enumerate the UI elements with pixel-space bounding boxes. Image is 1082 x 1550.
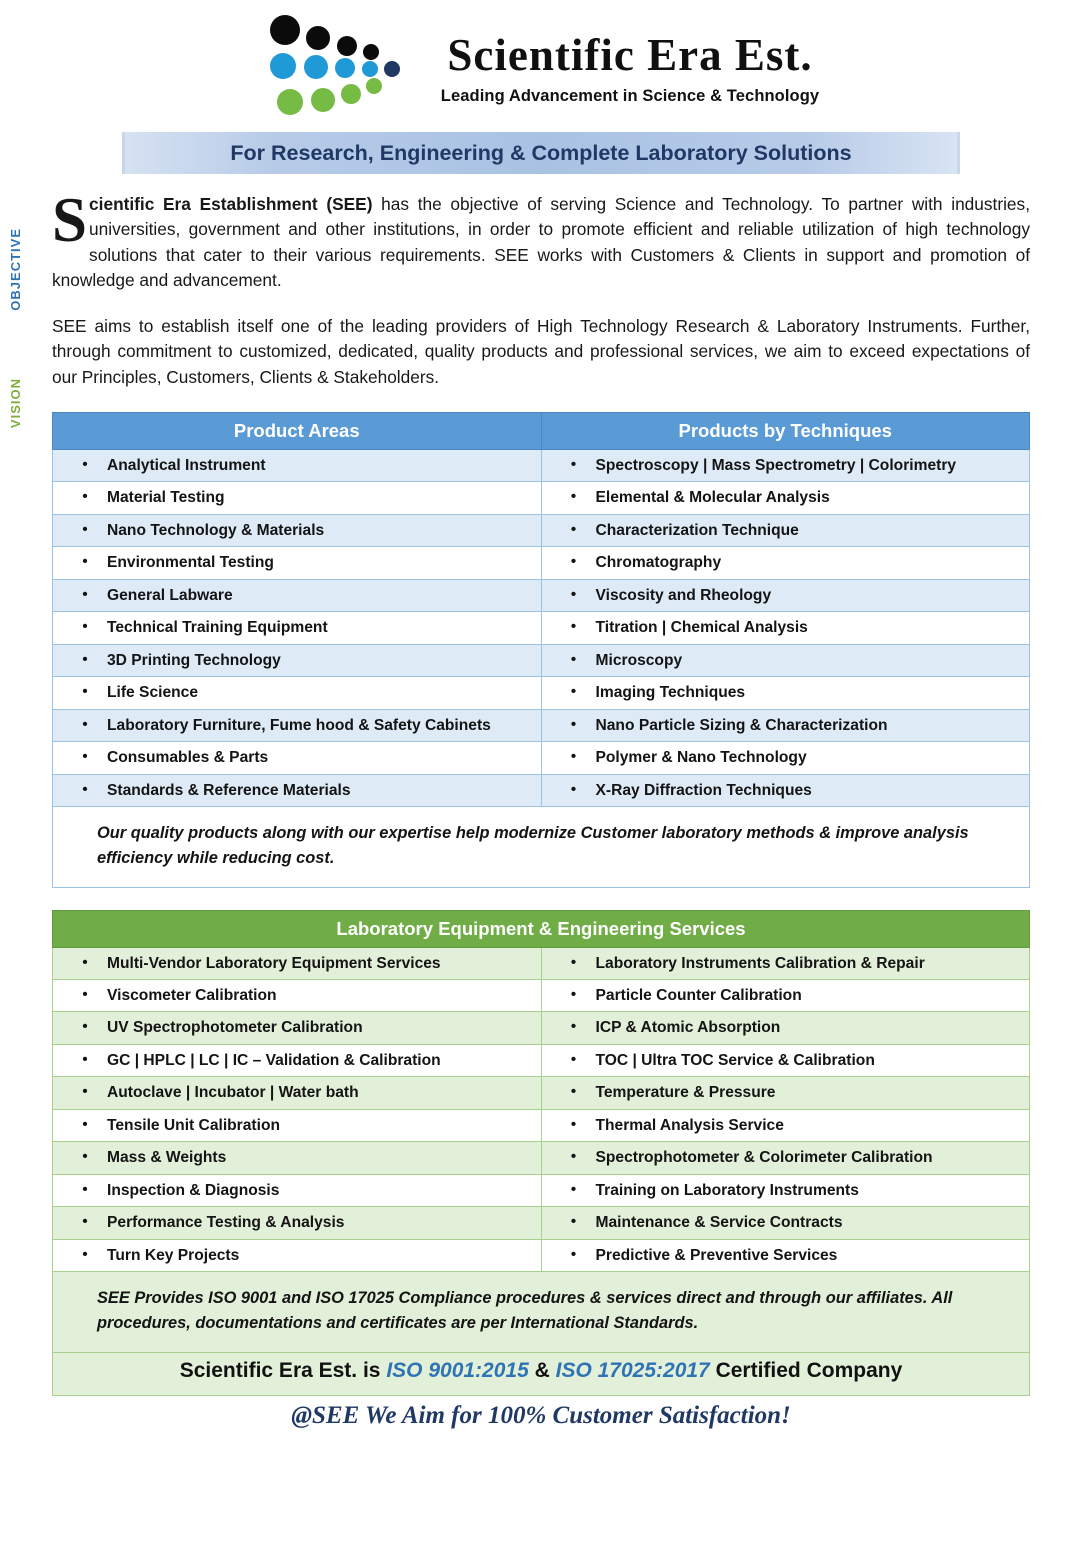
table-cell-label: Nano Technology & Materials	[107, 521, 325, 539]
table-cell-label: Nano Particle Sizing & Characterization	[595, 716, 888, 734]
bullet-icon: •	[570, 953, 577, 971]
table-cell	[541, 677, 1030, 709]
bullet-icon: •	[570, 553, 577, 571]
table-header-row	[53, 412, 1030, 449]
table-cell-label: 3D Printing Technology	[107, 651, 281, 669]
bullet-icon: •	[82, 585, 88, 603]
table-cell-label: Viscometer Calibration	[107, 986, 277, 1004]
objective-side-label: OBJECTIVE	[8, 228, 23, 311]
bullet-icon: •	[570, 618, 577, 636]
table-row	[53, 709, 1030, 741]
bullet-icon: •	[82, 1213, 88, 1231]
table-cell-label: Performance Testing & Analysis	[107, 1214, 345, 1232]
table-cell	[53, 644, 542, 676]
table-cell-label: Laboratory Instruments Calibration & Repair	[595, 954, 925, 972]
table-row	[53, 742, 1030, 774]
bullet-icon: •	[570, 585, 577, 603]
table-cell-label: Turn Key Projects	[107, 1246, 240, 1264]
bullet-icon: •	[82, 780, 88, 798]
bullet-icon: •	[570, 1148, 577, 1166]
table-header-row	[53, 910, 1030, 947]
table-cell-label: Imaging Techniques	[595, 684, 746, 702]
table-cell	[541, 1109, 1030, 1141]
table-cell-label: Predictive & Preventive Services	[595, 1246, 838, 1264]
services-table	[52, 910, 1030, 1396]
bullet-icon: •	[570, 683, 577, 701]
table-row	[53, 677, 1030, 709]
services-note: SEE Provides ISO 9001 and ISO 17025 Compliance procedures & services direct and through our affiliates. All procedures, documentations and certificates are per International Standards.	[53, 1272, 1030, 1352]
table-cell-label: Temperature & Pressure	[595, 1084, 776, 1102]
table-row	[53, 547, 1030, 579]
table-row	[53, 514, 1030, 546]
products-note-row	[53, 807, 1030, 887]
bullet-icon: •	[570, 650, 577, 668]
table-cell-label: Material Testing	[107, 489, 225, 507]
bullet-icon: •	[82, 748, 88, 766]
table-cell-label: Chromatography	[595, 554, 722, 572]
table-cell-label: Polymer & Nano Technology	[595, 749, 807, 767]
table-cell	[53, 1142, 542, 1174]
table-row	[53, 1109, 1030, 1141]
table-cell	[541, 547, 1030, 579]
table-row	[53, 612, 1030, 644]
certification-joiner: &	[528, 1358, 556, 1382]
certification-prefix: Scientific Era Est. is	[179, 1358, 387, 1382]
bullet-icon: •	[82, 1115, 88, 1133]
table-row	[53, 979, 1030, 1011]
bullet-icon: •	[570, 748, 577, 766]
table-cell-label: Maintenance & Service Contracts	[595, 1214, 843, 1232]
table-cell-label: X-Ray Diffraction Techniques	[595, 781, 812, 799]
table-cell	[541, 1142, 1030, 1174]
table-cell-label: Spectrophotometer & Colorimeter Calibration	[595, 1149, 933, 1167]
table-cell-label: Spectroscopy | Mass Spectrometry | Colorimetry	[595, 456, 957, 474]
table-cell-label: Environmental Testing	[107, 554, 274, 572]
table-cell-label: Characterization Technique	[595, 521, 799, 539]
table-cell-label: UV Spectrophotometer Calibration	[107, 1019, 363, 1037]
bullet-icon: •	[82, 618, 88, 636]
bullet-icon: •	[82, 953, 88, 971]
bullet-icon: •	[82, 520, 88, 538]
certification-iso-17025: ISO 17025:2017	[555, 1358, 710, 1382]
table-cell	[541, 482, 1030, 514]
table-cell-label: GC | HPLC | LC | IC – Validation & Calibration	[107, 1051, 441, 1069]
table-cell-label: Standards & Reference Materials	[107, 781, 351, 799]
table-cell	[53, 1174, 542, 1206]
table-cell	[53, 579, 542, 611]
bullet-icon: •	[82, 985, 88, 1003]
table-row	[53, 644, 1030, 676]
table-cell	[53, 547, 542, 579]
table-row	[53, 1239, 1030, 1271]
bullet-icon: •	[570, 1115, 577, 1133]
table-cell-label: Analytical Instrument	[107, 456, 266, 474]
bullet-icon: •	[570, 1083, 577, 1101]
dot-matrix-logo-icon	[263, 14, 423, 124]
table-cell-label: Inspection & Diagnosis	[107, 1181, 280, 1199]
certification-line	[63, 1359, 1019, 1383]
table-cell-label: Training on Laboratory Instruments	[595, 1181, 859, 1199]
table-cell-label: Thermal Analysis Service	[595, 1116, 784, 1134]
table-cell-label: ICP & Atomic Absorption	[595, 1019, 781, 1037]
bullet-icon: •	[570, 1180, 577, 1198]
table-row	[53, 579, 1030, 611]
table-cell	[53, 1207, 542, 1239]
table-cell-label: Consumables & Parts	[107, 749, 269, 767]
table-cell-label: Microscopy	[595, 651, 683, 669]
table-cell	[53, 979, 542, 1011]
product-areas-header: Product Areas	[53, 412, 542, 449]
table-cell-label: TOC | Ultra TOC Service & Calibration	[595, 1051, 875, 1069]
table-cell	[53, 677, 542, 709]
certification-row	[53, 1352, 1030, 1395]
table-cell	[53, 612, 542, 644]
bullet-icon: •	[570, 520, 577, 538]
bullet-icon: •	[82, 715, 88, 733]
bullet-icon: •	[82, 1018, 88, 1036]
table-cell	[541, 947, 1030, 979]
table-cell	[541, 742, 1030, 774]
table-cell	[53, 482, 542, 514]
brand-name: Scientific Era Est.	[447, 29, 813, 80]
table-cell	[53, 947, 542, 979]
vision-side-label: VISION	[8, 378, 23, 429]
table-cell	[541, 612, 1030, 644]
services-header: Laboratory Equipment & Engineering Services	[53, 910, 1030, 947]
table-cell-label: Laboratory Furniture, Fume hood & Safety Cabinets	[107, 716, 491, 734]
table-cell	[53, 514, 542, 546]
table-cell-label: Life Science	[107, 684, 199, 702]
table-cell-label: Viscosity and Rheology	[595, 586, 772, 604]
objective-bold-lead: cientific Era Establishment (SEE)	[89, 194, 373, 214]
bullet-icon: •	[570, 1018, 577, 1036]
table-row	[53, 1044, 1030, 1076]
headline-banner-text: For Research, Engineering & Complete Laboratory Solutions	[230, 140, 852, 165]
table-cell	[541, 579, 1030, 611]
table-row	[53, 1077, 1030, 1109]
logo-svg	[263, 14, 423, 124]
table-row	[53, 1174, 1030, 1206]
products-note: Our quality products along with our expertise help modernize Customer laboratory methods & improve analysis efficiency while reducing cost.	[53, 807, 1030, 887]
table-row	[53, 1207, 1030, 1239]
table-row	[53, 449, 1030, 481]
products-by-techniques-header: Products by Techniques	[541, 412, 1030, 449]
table-cell-label: General Labware	[107, 586, 233, 604]
bullet-icon: •	[82, 553, 88, 571]
table-cell-label: Technical Training Equipment	[107, 619, 328, 637]
table-cell-label: Particle Counter Calibration	[595, 986, 802, 1004]
bullet-icon: •	[82, 650, 88, 668]
brand-block	[440, 29, 820, 106]
table-cell	[541, 1044, 1030, 1076]
vision-paragraph: SEE aims to establish itself one of the leading providers of High Technology Research & Laboratory Instruments. Further, through commitment to customized, dedicated, quality products and professional services, we aim to exceed expectations of our Principles, Customers, Clients & Stakeholders.	[52, 315, 1030, 387]
table-cell	[541, 449, 1030, 481]
table-cell	[541, 1012, 1030, 1044]
table-cell-label: Multi-Vendor Laboratory Equipment Services	[107, 954, 441, 972]
table-cell	[53, 1012, 542, 1044]
bullet-icon: •	[570, 1213, 577, 1231]
bullet-icon: •	[82, 683, 88, 701]
objective-paragraph	[52, 185, 1030, 294]
bullet-icon: •	[82, 1148, 88, 1166]
table-row	[53, 1012, 1030, 1044]
table-cell	[53, 742, 542, 774]
table-cell	[541, 514, 1030, 546]
bullet-icon: •	[570, 985, 577, 1003]
table-row	[53, 1142, 1030, 1174]
table-row	[53, 482, 1030, 514]
bullet-icon: •	[570, 455, 577, 473]
certification-iso-9001: ISO 9001:2015	[386, 1358, 529, 1382]
bullet-icon: •	[570, 1245, 577, 1263]
table-row	[53, 947, 1030, 979]
bullet-icon: •	[82, 488, 88, 506]
table-cell-label: Tensile Unit Calibration	[107, 1116, 280, 1134]
table-cell	[53, 1044, 542, 1076]
table-cell	[541, 1174, 1030, 1206]
slogan: @SEE We Aim for 100% Customer Satisfaction!	[291, 1401, 791, 1429]
bullet-icon: •	[82, 1245, 88, 1263]
table-cell-label: Titration | Chemical Analysis	[595, 619, 808, 637]
table-cell-label: Elemental & Molecular Analysis	[595, 489, 830, 507]
bullet-icon: •	[82, 1050, 88, 1068]
bullet-icon: •	[82, 1180, 88, 1198]
table-row	[53, 774, 1030, 806]
table-cell	[53, 774, 542, 806]
services-note-row	[53, 1272, 1030, 1352]
brand-tagline: Leading Advancement in Science & Technology	[440, 87, 820, 106]
table-cell	[541, 644, 1030, 676]
bullet-icon: •	[570, 715, 577, 733]
bullet-icon: •	[570, 1050, 577, 1068]
objective-dropcap: S	[52, 185, 88, 255]
table-cell	[541, 1239, 1030, 1271]
bullet-icon: •	[570, 488, 577, 506]
bullet-icon: •	[570, 780, 577, 798]
table-cell	[53, 449, 542, 481]
certification-suffix: Certified Company	[709, 1358, 903, 1382]
certification-cell	[53, 1352, 1030, 1395]
objective-body: has the objective of serving Science and Technology. To partner with industries, universities, government and other institutions, in order to promote efficient and reliable utilization of high technology solutions that cater to their various requirements. SEE works with Customers & Clients in support and promotion of knowledge and advancement.	[52, 194, 1030, 291]
bullet-icon: •	[82, 455, 88, 473]
table-cell-label: Mass & Weights	[107, 1149, 227, 1167]
table-cell	[541, 1077, 1030, 1109]
table-cell	[541, 1207, 1030, 1239]
header	[22, 0, 1060, 124]
table-cell	[53, 1077, 542, 1109]
table-cell	[53, 1239, 542, 1271]
table-cell	[541, 774, 1030, 806]
product-areas-table	[52, 412, 1030, 888]
table-cell	[541, 979, 1030, 1011]
headline-banner	[122, 132, 960, 174]
table-cell	[53, 709, 542, 741]
table-cell	[53, 1109, 542, 1141]
table-cell-label: Autoclave | Incubator | Water bath	[107, 1084, 359, 1102]
bullet-icon: •	[82, 1083, 88, 1101]
table-cell	[541, 709, 1030, 741]
